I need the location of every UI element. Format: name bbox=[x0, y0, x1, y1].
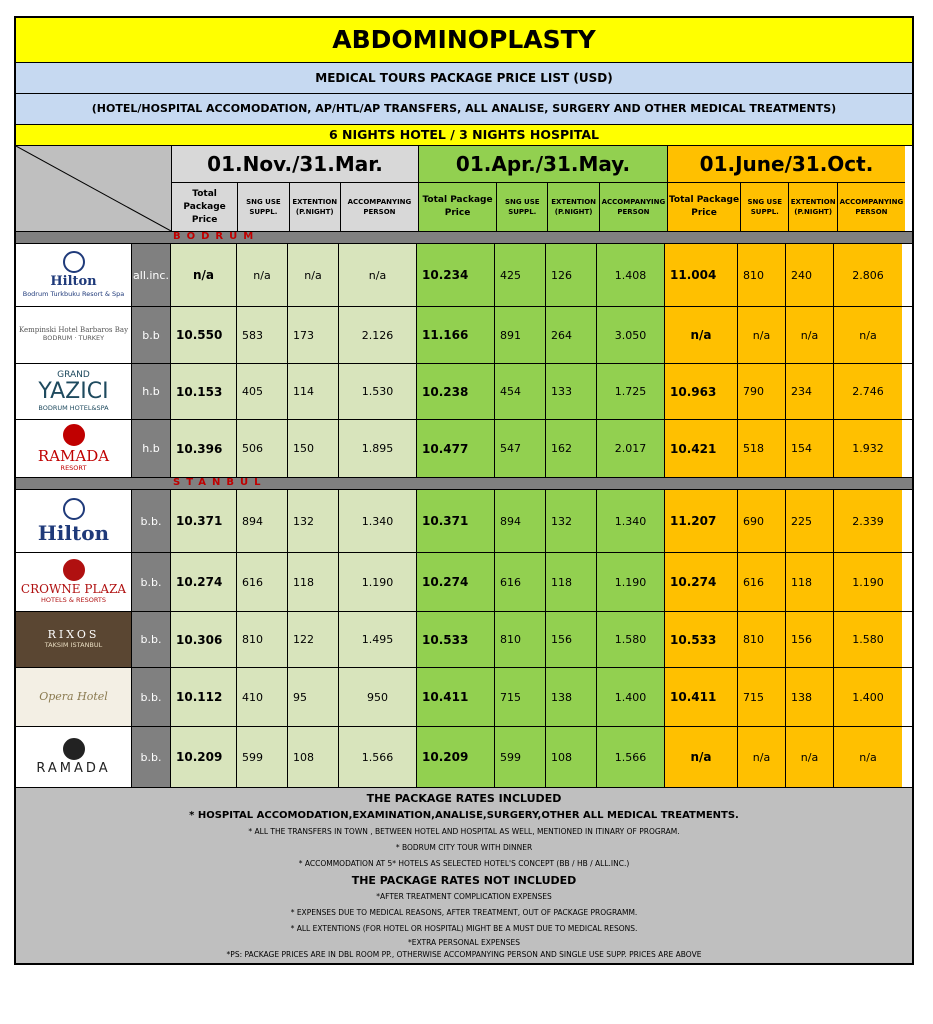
hotel-subname: TAKSIM ISTANBUL bbox=[44, 641, 103, 650]
season-nov-mar bbox=[172, 146, 419, 231]
col-extention: EXTENTION (P.NIGHT) bbox=[290, 183, 341, 231]
accompanying-cell: 1.190 bbox=[597, 553, 665, 611]
extention-cell: 225 bbox=[786, 490, 834, 552]
price-list-subtitle: MEDICAL TOURS PACKAGE PRICE LIST (USD) bbox=[16, 63, 912, 94]
hotel-emblem-icon bbox=[63, 424, 85, 446]
board-type: b.b. bbox=[132, 668, 171, 726]
board-type: all.inc. bbox=[132, 244, 171, 306]
sng-use-cell: 616 bbox=[738, 553, 786, 611]
board-type: b.b. bbox=[132, 727, 171, 787]
hotel-logo bbox=[16, 490, 132, 552]
col-sng-use: SNG USE SUPPL. bbox=[741, 183, 789, 231]
extention-cell: 156 bbox=[546, 612, 597, 667]
col-accompanying: ACCOMPANYING PERSON bbox=[347, 198, 412, 216]
extention-cell: n/a bbox=[288, 244, 339, 306]
sng-use-cell: 894 bbox=[495, 490, 546, 552]
extention-cell: 156 bbox=[786, 612, 834, 667]
season-title: 01.Apr./31.May. bbox=[419, 146, 667, 183]
extention-cell: 138 bbox=[546, 668, 597, 726]
extention-cell: 114 bbox=[288, 364, 339, 419]
hotel-logo bbox=[16, 307, 132, 363]
sng-use-cell: 891 bbox=[495, 307, 546, 363]
sng-use-cell: 616 bbox=[495, 553, 546, 611]
hotel-logo bbox=[16, 364, 132, 419]
total-price-cell: n/a bbox=[171, 244, 237, 306]
total-price-cell: 10.371 bbox=[417, 490, 495, 552]
table-row bbox=[16, 244, 912, 307]
accompanying-cell: 1.566 bbox=[339, 727, 417, 787]
accompanying-cell: 1.400 bbox=[597, 668, 665, 726]
total-price-cell: 10.550 bbox=[171, 307, 237, 363]
hotel-subname: BODRUM HOTEL&SPA bbox=[38, 404, 109, 413]
hotel-logo bbox=[16, 727, 132, 787]
hotel-logo bbox=[16, 612, 132, 667]
hotel-logo bbox=[16, 668, 132, 726]
sng-use-cell: 425 bbox=[495, 244, 546, 306]
logo-top-text: GRAND bbox=[57, 369, 90, 380]
accompanying-cell: 1.566 bbox=[597, 727, 665, 787]
board-type: b.b. bbox=[132, 490, 171, 552]
sng-use-cell: 405 bbox=[237, 364, 288, 419]
sng-use-cell: 599 bbox=[495, 727, 546, 787]
hotel-name: RAMADA bbox=[37, 446, 110, 465]
sng-use-cell: 454 bbox=[495, 364, 546, 419]
sng-use-cell: 810 bbox=[237, 612, 288, 667]
accompanying-cell: 950 bbox=[339, 668, 417, 726]
accompanying-cell: 2.017 bbox=[597, 420, 665, 477]
accompanying-cell: 1.580 bbox=[834, 612, 902, 667]
diagonal-line-icon bbox=[16, 146, 171, 231]
page-title: ABDOMINOPLASTY bbox=[16, 18, 912, 63]
total-price-cell: 10.274 bbox=[665, 553, 738, 611]
total-price-cell: 10.153 bbox=[171, 364, 237, 419]
extention-cell: 138 bbox=[786, 668, 834, 726]
price-table-body bbox=[16, 232, 912, 788]
total-price-cell: 10.411 bbox=[417, 668, 495, 726]
hotel-name: Opera Hotel bbox=[39, 689, 108, 703]
hotel-emblem-icon bbox=[63, 559, 85, 581]
included-main: * HOSPITAL ACCOMODATION,EXAMINATION,ANALISE,SURGERY,OTHER ALL MEDICAL TREATMENTS. bbox=[189, 810, 739, 821]
extention-cell: 234 bbox=[786, 364, 834, 419]
col-sng-use: SNG USE SUPPL. bbox=[238, 183, 289, 231]
hotel-subname: Bodrum Turkbuku Resort & Spa bbox=[22, 289, 125, 298]
table-row bbox=[16, 668, 912, 727]
hotel-subname: HOTELS & RESORTS bbox=[40, 596, 107, 605]
included-title: THE PACKAGE RATES INCLUDED bbox=[366, 792, 562, 805]
total-price-cell: 10.411 bbox=[665, 668, 738, 726]
table-row bbox=[16, 490, 912, 553]
hotel-name: CROWNE PLAZA bbox=[20, 581, 127, 596]
sng-use-cell: 810 bbox=[738, 244, 786, 306]
col-total-price: Total Package Price bbox=[419, 183, 497, 231]
accompanying-cell: 1.725 bbox=[597, 364, 665, 419]
accompanying-cell: 1.530 bbox=[339, 364, 417, 419]
extention-cell: 132 bbox=[546, 490, 597, 552]
accompanying-cell: 2.746 bbox=[834, 364, 902, 419]
sng-use-cell: 616 bbox=[237, 553, 288, 611]
sng-use-cell: 715 bbox=[495, 668, 546, 726]
accompanying-cell: 1.495 bbox=[339, 612, 417, 667]
season-june-oct bbox=[668, 146, 905, 231]
extention-cell: n/a bbox=[786, 727, 834, 787]
sng-use-cell: 715 bbox=[738, 668, 786, 726]
not-included-item: * ALL EXTENTIONS (FOR HOTEL OR HOSPITAL) MIGHT BE A MUST DUE TO MEDICAL RESONS. bbox=[290, 924, 638, 933]
accompanying-cell: 1.190 bbox=[834, 553, 902, 611]
accompanying-cell: 3.050 bbox=[597, 307, 665, 363]
total-price-cell: 10.421 bbox=[665, 420, 738, 477]
region-istanbul-label: STANBUL bbox=[173, 477, 267, 488]
hotel-name: RIXOS bbox=[47, 627, 100, 641]
table-row bbox=[16, 727, 912, 788]
total-price-cell: 10.306 bbox=[171, 612, 237, 667]
table-row bbox=[16, 553, 912, 612]
extention-cell: 173 bbox=[288, 307, 339, 363]
total-price-cell: 10.234 bbox=[417, 244, 495, 306]
accompanying-cell: 2.806 bbox=[834, 244, 902, 306]
corner-cell bbox=[16, 146, 172, 231]
sng-use-cell: 810 bbox=[738, 612, 786, 667]
season-apr-may bbox=[419, 146, 668, 231]
extention-cell: 133 bbox=[546, 364, 597, 419]
total-price-cell: 11.004 bbox=[665, 244, 738, 306]
total-price-cell: 10.238 bbox=[417, 364, 495, 419]
hotel-logo bbox=[16, 244, 132, 306]
nights-banner: 6 NIGHTS HOTEL / 3 NIGHTS HOSPITAL bbox=[16, 125, 912, 146]
extention-cell: n/a bbox=[786, 307, 834, 363]
season-title: 01.June/31.Oct. bbox=[668, 146, 905, 183]
accompanying-cell: 1.190 bbox=[339, 553, 417, 611]
total-price-cell: 10.274 bbox=[417, 553, 495, 611]
extention-cell: 118 bbox=[546, 553, 597, 611]
price-list-sheet bbox=[14, 16, 914, 965]
total-price-cell: 10.112 bbox=[171, 668, 237, 726]
sng-use-cell: n/a bbox=[738, 727, 786, 787]
total-price-cell: 10.396 bbox=[171, 420, 237, 477]
table-header bbox=[16, 146, 912, 232]
board-type: h.b bbox=[132, 364, 171, 419]
hotel-name: Hilton bbox=[37, 521, 110, 545]
table-row bbox=[16, 307, 912, 364]
board-type: b.b. bbox=[132, 612, 171, 667]
extention-cell: 150 bbox=[288, 420, 339, 477]
extention-cell: 240 bbox=[786, 244, 834, 306]
hotel-name: YAZICI bbox=[38, 378, 109, 404]
table-row bbox=[16, 364, 912, 420]
extention-cell: 126 bbox=[546, 244, 597, 306]
hotel-subname: BODRUM · TURKEY bbox=[42, 334, 105, 343]
total-price-cell: n/a bbox=[665, 727, 738, 787]
accompanying-cell: 1.408 bbox=[597, 244, 665, 306]
sng-use-cell: 690 bbox=[738, 490, 786, 552]
included-item: * ACCOMMODATION AT 5* HOTELS AS SELECTED HOTEL'S CONCEPT (BB / HB / ALL.INC.) bbox=[298, 859, 630, 868]
sng-use-cell: 506 bbox=[237, 420, 288, 477]
total-price-cell: n/a bbox=[665, 307, 738, 363]
not-included-item: * EXPENSES DUE TO MEDICAL REASONS, AFTER TREATMENT, OUT OF PACKAGE PROGRAMM. bbox=[290, 908, 638, 917]
extention-cell: 118 bbox=[786, 553, 834, 611]
sng-use-cell: 810 bbox=[495, 612, 546, 667]
extention-cell: 132 bbox=[288, 490, 339, 552]
extention-cell: 264 bbox=[546, 307, 597, 363]
included-item: * ALL THE TRANSFERS IN TOWN , BETWEEN HOTEL AND HOSPITAL AS WELL, MENTIONED IN ITINARY OF PROGRAM. bbox=[248, 827, 680, 836]
hotel-emblem-icon bbox=[63, 498, 85, 520]
col-extention: EXTENTION (P.NIGHT) bbox=[548, 183, 599, 231]
sng-use-cell: n/a bbox=[738, 307, 786, 363]
hotel-emblem-icon bbox=[63, 738, 85, 760]
total-price-cell: 11.166 bbox=[417, 307, 495, 363]
col-accompanying: ACCOMPANYING PERSON bbox=[601, 198, 666, 216]
col-total-price: Total Package Price bbox=[668, 183, 741, 231]
total-price-cell: 10.533 bbox=[417, 612, 495, 667]
hotel-subname: RESORT bbox=[60, 464, 87, 473]
accompanying-cell: 1.400 bbox=[834, 668, 902, 726]
extention-cell: 154 bbox=[786, 420, 834, 477]
accompanying-cell: 2.339 bbox=[834, 490, 902, 552]
hotel-emblem-icon bbox=[63, 251, 85, 273]
sng-use-cell: 547 bbox=[495, 420, 546, 477]
total-price-cell: 10.274 bbox=[171, 553, 237, 611]
included-item: * BODRUM CITY TOUR WITH DINNER bbox=[395, 843, 533, 852]
table-row bbox=[16, 420, 912, 478]
accompanying-cell: 1.340 bbox=[339, 490, 417, 552]
region-bodrum-label: BODRUM bbox=[173, 231, 260, 242]
sng-use-cell: 790 bbox=[738, 364, 786, 419]
extention-cell: 95 bbox=[288, 668, 339, 726]
accompanying-cell: n/a bbox=[834, 307, 902, 363]
season-title: 01.Nov./31.Mar. bbox=[172, 146, 418, 183]
sng-use-cell: 583 bbox=[237, 307, 288, 363]
total-price-cell: 10.477 bbox=[417, 420, 495, 477]
accompanying-cell: 1.932 bbox=[834, 420, 902, 477]
not-included-title: THE PACKAGE RATES NOT INCLUDED bbox=[351, 874, 577, 887]
extention-cell: 122 bbox=[288, 612, 339, 667]
accompanying-cell: n/a bbox=[834, 727, 902, 787]
col-total-price: Total Package Price bbox=[172, 183, 238, 231]
hotel-name: Kempinski Hotel Barbaros Bay bbox=[18, 325, 129, 334]
ps-note: *PS: PACKAGE PRICES ARE IN DBL ROOM PP., OTHERWISE ACCOMPANYING PERSON AND SINGLE USE SUPP. PRICES ARE ABOVE bbox=[226, 950, 702, 959]
accompanying-cell: n/a bbox=[339, 244, 417, 306]
col-accompanying: ACCOMPANYING PERSON bbox=[839, 198, 904, 216]
hotel-name: RAMADA bbox=[36, 760, 111, 776]
col-extention: EXTENTION (P.NIGHT) bbox=[789, 183, 837, 231]
extention-cell: 108 bbox=[288, 727, 339, 787]
board-type: h.b bbox=[132, 420, 171, 477]
total-price-cell: 10.533 bbox=[665, 612, 738, 667]
board-type: b.b. bbox=[132, 553, 171, 611]
region-istanbul bbox=[16, 478, 912, 490]
hotel-name: Hilton bbox=[50, 274, 97, 290]
package-notes bbox=[16, 788, 912, 963]
board-type: b.b bbox=[132, 307, 171, 363]
extention-cell: 108 bbox=[546, 727, 597, 787]
not-included-item: *AFTER TREATMENT COMPLICATION EXPENSES bbox=[376, 892, 552, 901]
accompanying-cell: 1.340 bbox=[597, 490, 665, 552]
total-price-cell: 11.207 bbox=[665, 490, 738, 552]
hotel-logo bbox=[16, 420, 132, 477]
total-price-cell: 10.963 bbox=[665, 364, 738, 419]
total-price-cell: 10.209 bbox=[417, 727, 495, 787]
extention-cell: 162 bbox=[546, 420, 597, 477]
region-bodrum bbox=[16, 232, 912, 244]
accompanying-cell: 1.895 bbox=[339, 420, 417, 477]
sng-use-cell: n/a bbox=[237, 244, 288, 306]
hotel-logo bbox=[16, 553, 132, 611]
sng-use-cell: 518 bbox=[738, 420, 786, 477]
table-row bbox=[16, 612, 912, 668]
sng-use-cell: 599 bbox=[237, 727, 288, 787]
col-sng-use: SNG USE SUPPL. bbox=[497, 183, 548, 231]
total-price-cell: 10.371 bbox=[171, 490, 237, 552]
accompanying-cell: 2.126 bbox=[339, 307, 417, 363]
accompanying-cell: 1.580 bbox=[597, 612, 665, 667]
sng-use-cell: 894 bbox=[237, 490, 288, 552]
extention-cell: 118 bbox=[288, 553, 339, 611]
price-list-inclusions: (HOTEL/HOSPITAL ACCOMODATION, AP/HTL/AP TRANSFERS, ALL ANALISE, SURGERY AND OTHER MEDICAL TREATMENTS) bbox=[16, 94, 912, 125]
not-included-item: *EXTRA PERSONAL EXPENSES bbox=[408, 938, 520, 947]
total-price-cell: 10.209 bbox=[171, 727, 237, 787]
sng-use-cell: 410 bbox=[237, 668, 288, 726]
